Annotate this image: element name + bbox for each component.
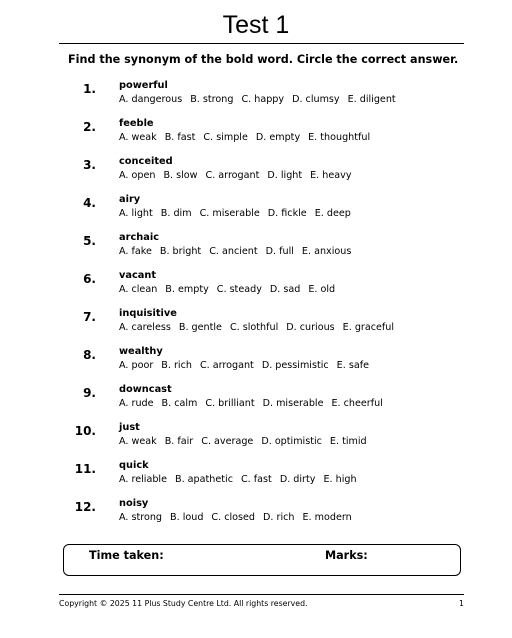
question-item	[0, 117, 512, 155]
answer-option[interactable]: C. arrogant	[199, 360, 254, 371]
answer-option[interactable]: A. weak	[119, 436, 157, 447]
question-word: archaic	[119, 232, 160, 243]
question-word: just	[119, 422, 140, 433]
answer-option[interactable]: C. arrogant	[205, 170, 260, 181]
question-item	[0, 345, 512, 383]
answer-options	[119, 473, 365, 486]
answer-option[interactable]: B. dim	[160, 208, 192, 219]
answer-options	[119, 511, 360, 524]
question-word: noisy	[119, 498, 149, 509]
answer-option[interactable]: B. fast	[164, 132, 196, 143]
question-word: powerful	[119, 80, 168, 91]
answer-option[interactable]: A. dangerous	[119, 94, 183, 105]
answer-option[interactable]: C. simple	[203, 132, 248, 143]
title-divider	[59, 43, 464, 44]
question-number: 5.	[83, 234, 96, 248]
answer-option[interactable]: D. curious	[286, 322, 335, 333]
answer-option[interactable]: C. ancient	[209, 246, 258, 257]
answer-option[interactable]: A. light	[119, 208, 153, 219]
answer-options	[119, 397, 391, 410]
answer-option[interactable]: D. dirty	[279, 474, 316, 485]
answer-option[interactable]: A. rude	[119, 398, 154, 409]
answer-options	[119, 207, 359, 220]
answer-options	[119, 321, 402, 334]
answer-option[interactable]: A. reliable	[119, 474, 167, 485]
answer-option[interactable]: B. bright	[159, 246, 202, 257]
copyright-text: Copyright © 2025 11 Plus Study Centre Ltd. All rights reserved.	[59, 599, 308, 608]
question-word: quick	[119, 460, 149, 471]
answer-option[interactable]: E. modern	[302, 512, 352, 523]
answer-option[interactable]: C. miserable	[199, 208, 260, 219]
question-item	[0, 383, 512, 421]
question-item	[0, 459, 512, 497]
question-item	[0, 231, 512, 269]
answer-option[interactable]: E. cheerful	[331, 398, 383, 409]
question-word: conceited	[119, 156, 173, 167]
question-number: 2.	[83, 120, 96, 134]
answer-option[interactable]: A. strong	[119, 512, 163, 523]
answer-option[interactable]: D. full	[265, 246, 294, 257]
page-title: Test 1	[222, 11, 290, 39]
question-word: inquisitive	[119, 308, 177, 319]
answer-option[interactable]: A. careless	[119, 322, 171, 333]
answer-option[interactable]: B. apathetic	[175, 474, 233, 485]
marks-label: Marks:	[325, 549, 368, 562]
answer-option[interactable]: C. happy	[241, 94, 285, 105]
question-number: 12.	[74, 500, 96, 514]
question-number: 1.	[83, 82, 96, 96]
answer-option[interactable]: A. clean	[119, 284, 158, 295]
answer-options	[119, 93, 404, 106]
question-number: 4.	[83, 196, 96, 210]
answer-option[interactable]: E. high	[323, 474, 357, 485]
answer-option[interactable]: A. poor	[119, 360, 154, 371]
answer-options	[119, 359, 377, 372]
question-number: 6.	[83, 272, 96, 286]
page-number: 1	[459, 599, 464, 608]
question-number: 8.	[83, 348, 96, 362]
question-item	[0, 307, 512, 345]
answer-option[interactable]: B. slow	[163, 170, 198, 181]
question-number: 9.	[83, 386, 96, 400]
answer-option[interactable]: E. deep	[314, 208, 351, 219]
answer-option[interactable]: A. weak	[119, 132, 157, 143]
answer-option[interactable]: D. pessimistic	[261, 360, 329, 371]
question-word: airy	[119, 194, 141, 205]
question-word: vacant	[119, 270, 157, 281]
answer-option[interactable]: E. old	[308, 284, 336, 295]
answer-options	[119, 131, 378, 144]
answer-option[interactable]: C. fast	[240, 474, 272, 485]
answer-option[interactable]: D. optimistic	[261, 436, 322, 447]
answer-option[interactable]: D. clumsy	[292, 94, 340, 105]
question-number: 11.	[74, 462, 96, 476]
answer-option[interactable]: A. open	[119, 170, 156, 181]
time-taken-label: Time taken:	[89, 549, 164, 562]
answer-options	[119, 169, 360, 182]
answer-option[interactable]: E. diligent	[347, 94, 396, 105]
question-list	[0, 79, 512, 535]
answer-options	[119, 283, 343, 296]
answer-option[interactable]: D. light	[267, 170, 303, 181]
question-word: wealthy	[119, 346, 163, 357]
question-item	[0, 269, 512, 307]
answer-option[interactable]: B. strong	[190, 94, 234, 105]
answer-option[interactable]: B. rich	[161, 360, 192, 371]
answer-option[interactable]: E. anxious	[301, 246, 352, 257]
answer-option[interactable]: D. miserable	[262, 398, 324, 409]
answer-option[interactable]: A. fake	[119, 246, 152, 257]
answer-option[interactable]: B. loud	[170, 512, 204, 523]
answer-option[interactable]: C. steady	[216, 284, 262, 295]
question-number: 3.	[83, 158, 96, 172]
answer-option[interactable]: C. average	[201, 436, 254, 447]
answer-option[interactable]: D. fickle	[267, 208, 307, 219]
question-word: downcast	[119, 384, 172, 395]
question-number: 10.	[74, 424, 96, 438]
answer-option[interactable]: E. heavy	[310, 170, 352, 181]
question-item	[0, 79, 512, 117]
answer-option[interactable]: B. fair	[164, 436, 194, 447]
answer-option[interactable]: C. brilliant	[205, 398, 255, 409]
question-item	[0, 497, 512, 535]
answer-option[interactable]: E. thoughtful	[308, 132, 371, 143]
answer-option[interactable]: D. sad	[269, 284, 301, 295]
answer-option[interactable]: C. slothful	[229, 322, 279, 333]
instruction-text: Find the synonym of the bold word. Circle the correct answer.	[68, 53, 459, 66]
answer-option[interactable]: E. safe	[336, 360, 369, 371]
footer-divider	[59, 594, 464, 595]
question-word: feeble	[119, 118, 154, 129]
answer-option[interactable]: B. empty	[165, 284, 209, 295]
answer-option[interactable]: C. closed	[211, 512, 256, 523]
question-item	[0, 155, 512, 193]
answer-options	[119, 245, 359, 258]
question-item	[0, 421, 512, 459]
answer-option[interactable]: D. empty	[255, 132, 301, 143]
answer-options	[119, 435, 375, 448]
answer-option[interactable]: B. calm	[161, 398, 198, 409]
answer-option[interactable]: E. timid	[329, 436, 367, 447]
question-number: 7.	[83, 310, 96, 324]
question-item	[0, 193, 512, 231]
answer-option[interactable]: B. gentle	[178, 322, 222, 333]
answer-option[interactable]: D. rich	[263, 512, 295, 523]
results-box	[63, 544, 461, 576]
answer-option[interactable]: E. graceful	[342, 322, 395, 333]
